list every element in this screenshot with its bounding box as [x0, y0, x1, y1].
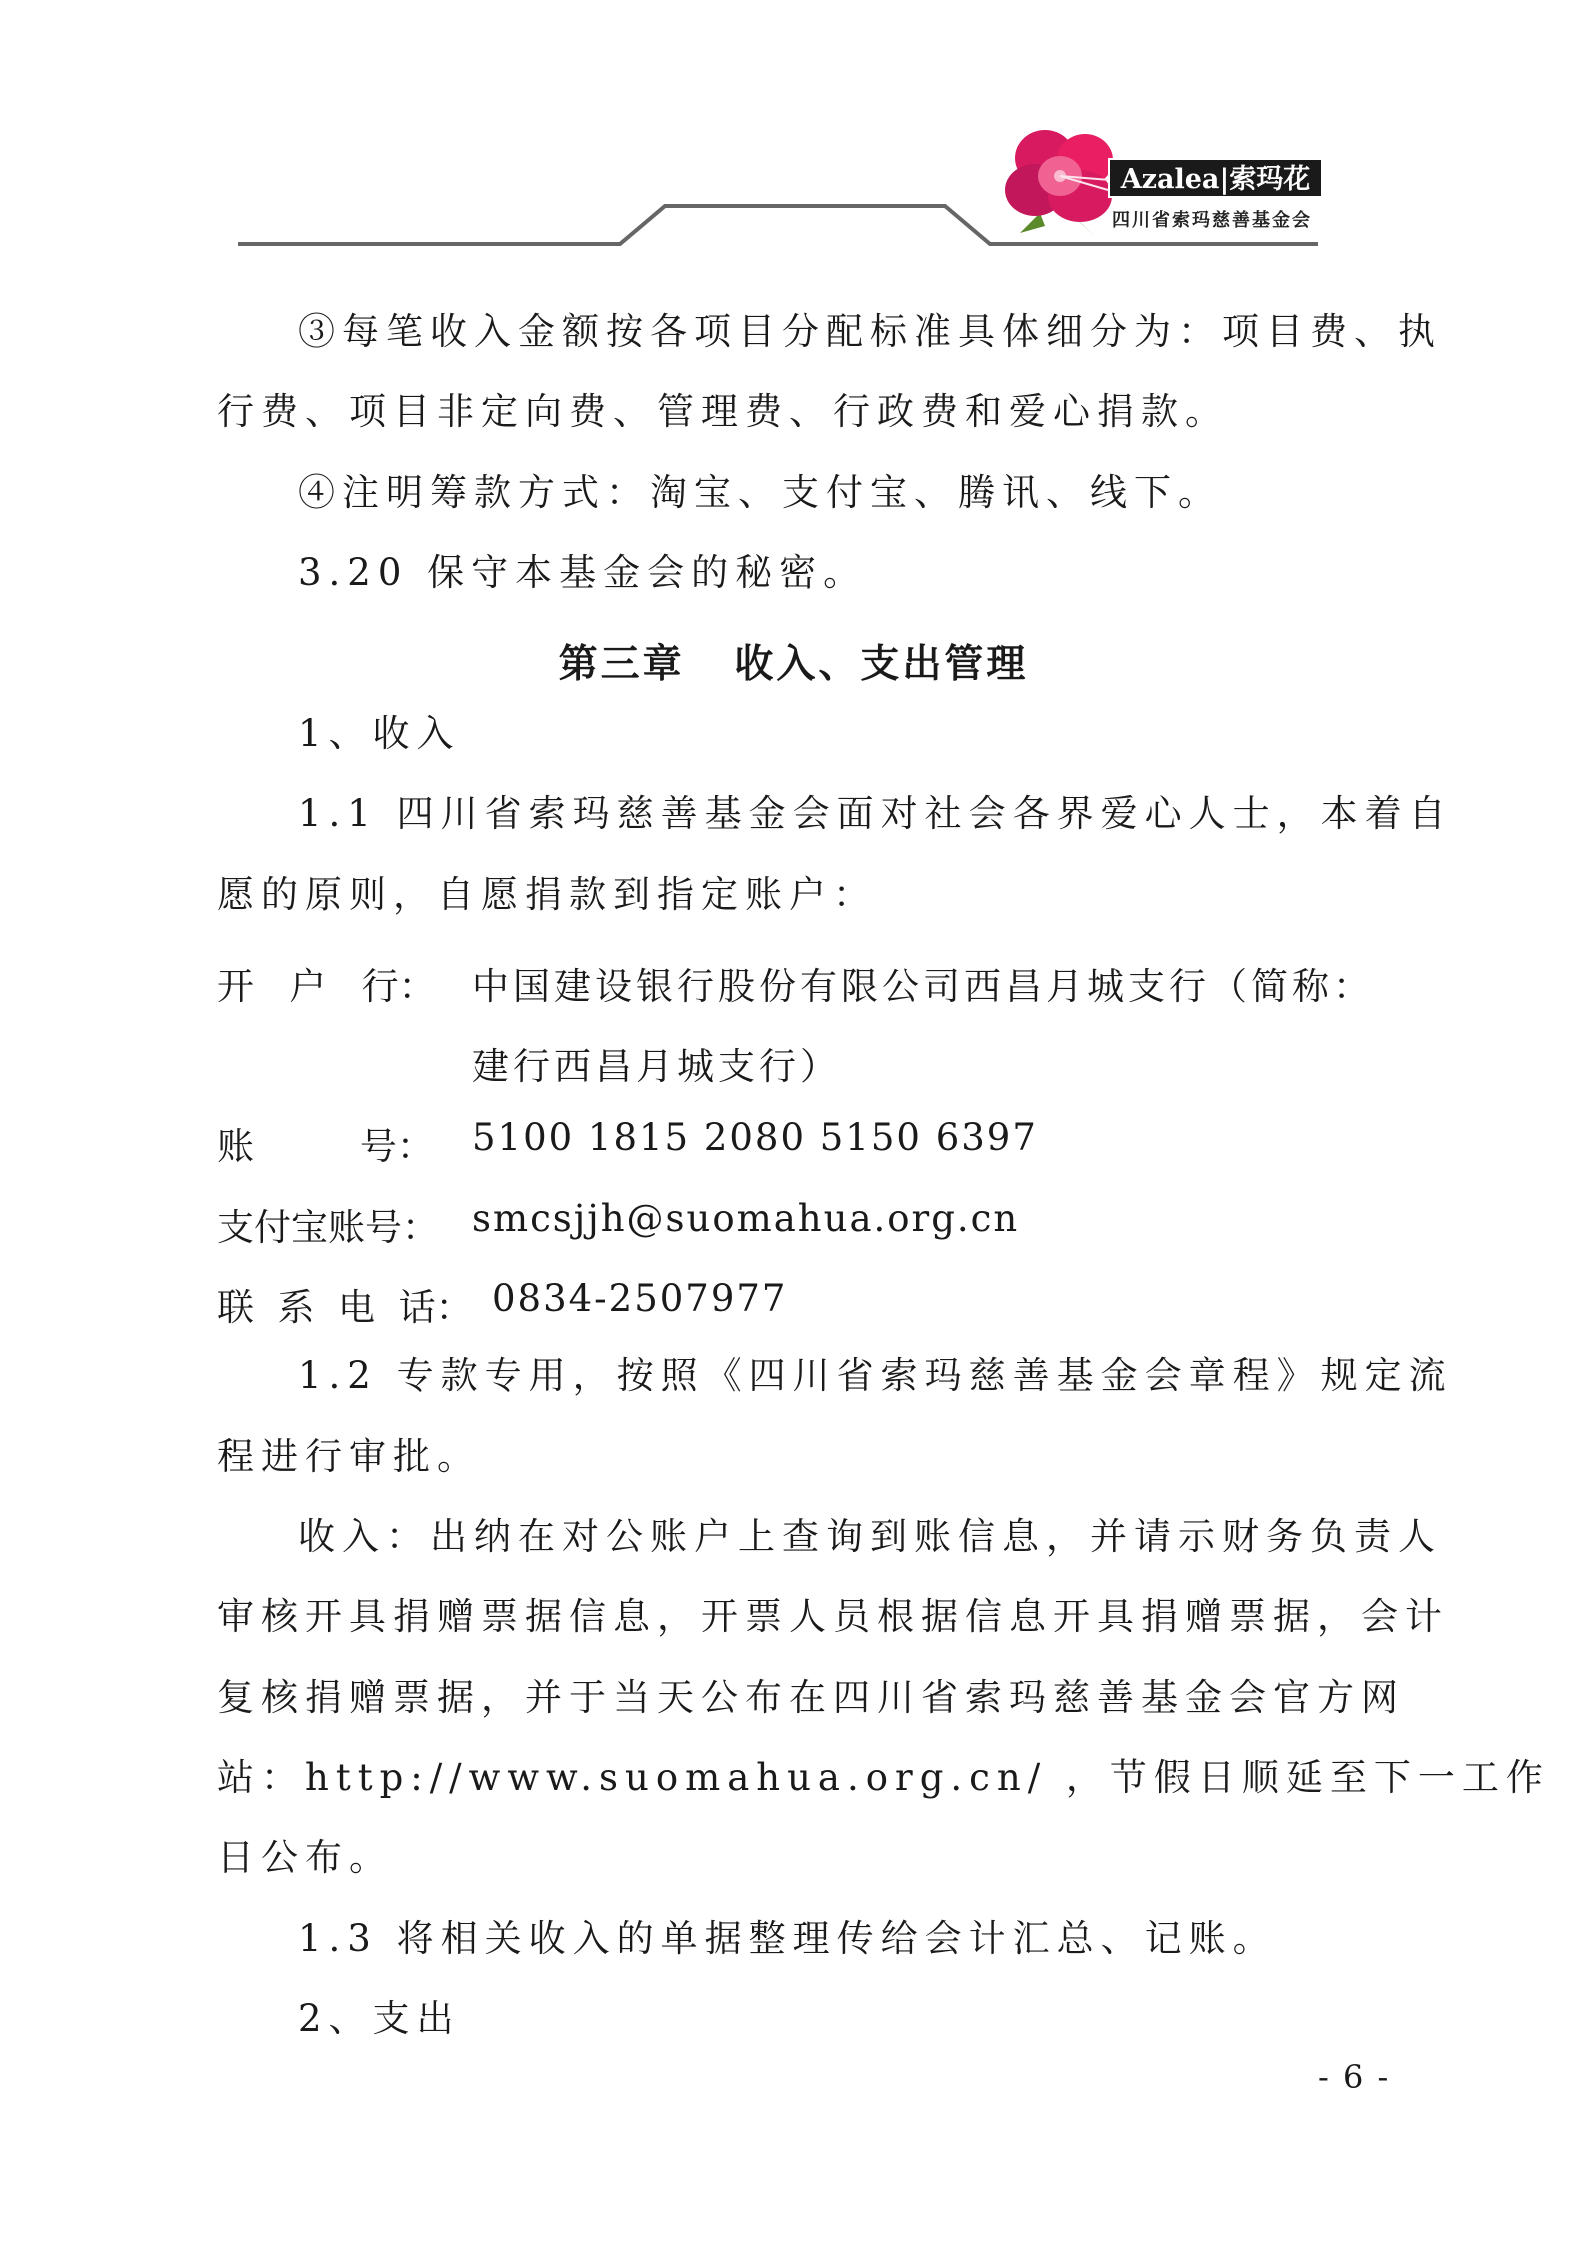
- chapter-title: 第三章 收入、支出管理: [558, 642, 1029, 687]
- paragraph-income-line1: 收入：出纳在对公账户上查询到账信息，并请示财务负责人: [298, 1515, 1442, 1558]
- paragraph-1-2-line2: 程进行审批。: [217, 1435, 481, 1478]
- foundation-logo: [1000, 118, 1330, 248]
- header-divider: [0, 0, 1587, 260]
- paragraph-3-20: 3.20 保守本基金会的秘密。: [298, 551, 868, 594]
- page-number: - 6 -: [1318, 2058, 1391, 2096]
- phone-number: 0834-2507977: [492, 1277, 788, 1320]
- paragraph-1-2-line1: 1.2 专款专用，按照《四川省索玛慈善基金会章程》规定流: [298, 1354, 1453, 1397]
- logo-english-name: Azalea: [1120, 164, 1220, 195]
- paragraph-item3-line1: ③每笔收入金额按各项目分配标准具体细分为：项目费、执: [298, 310, 1442, 353]
- account-number: 5100 1815 2080 5150 6397: [472, 1116, 1038, 1159]
- paragraph-1-1-line2: 愿的原则，自愿捐款到指定账户：: [217, 873, 877, 916]
- paragraph-income-line5: 日公布。: [217, 1836, 393, 1879]
- alipay-account: smcsjjh@suomahua.org.cn: [472, 1197, 1020, 1240]
- alipay-label: 支付宝账号：: [217, 1206, 439, 1249]
- logo-subtitle: 四川省索玛慈善基金会: [1112, 210, 1312, 231]
- paragraph-income-line3: 复核捐赠票据，并于当天公布在四川省索玛慈善基金会官方网: [217, 1676, 1405, 1719]
- account-label: 账 号：: [217, 1125, 434, 1168]
- logo-title: Azalea|索玛花: [1108, 158, 1323, 198]
- section-heading-income: 1、收入: [298, 712, 461, 755]
- logo-chinese-name: 索玛花: [1229, 164, 1311, 195]
- bank-value-line2: 建行西昌月城支行）: [472, 1045, 841, 1088]
- bank-value-line1: 中国建设银行股份有限公司西昌月城支行（简称：: [472, 965, 1374, 1008]
- paragraph-item3-line2: 行费、项目非定向费、管理费、行政费和爱心捐款。: [217, 390, 1229, 433]
- paragraph-income-line2: 审核开具捐赠票据信息，开票人员根据信息开具捐赠票据，会计: [217, 1595, 1449, 1638]
- phone-label: 联 系 电 话：: [217, 1286, 473, 1329]
- section-heading-expenditure: 2、支出: [298, 1997, 461, 2040]
- paragraph-item4: ④注明筹款方式：淘宝、支付宝、腾讯、线下。: [298, 471, 1222, 514]
- paragraph-1-3: 1.3 将相关收入的单据整理传给会计汇总、记账。: [298, 1917, 1277, 1960]
- bank-label: 开 户 行：: [217, 965, 436, 1008]
- paragraph-1-1-line1: 1.1 四川省索玛慈善基金会面对社会各界爱心人士，本着自: [298, 792, 1453, 835]
- paragraph-income-line4: 站：http://www.suomahua.org.cn/ ，节假日顺延至下一工作: [217, 1756, 1550, 1799]
